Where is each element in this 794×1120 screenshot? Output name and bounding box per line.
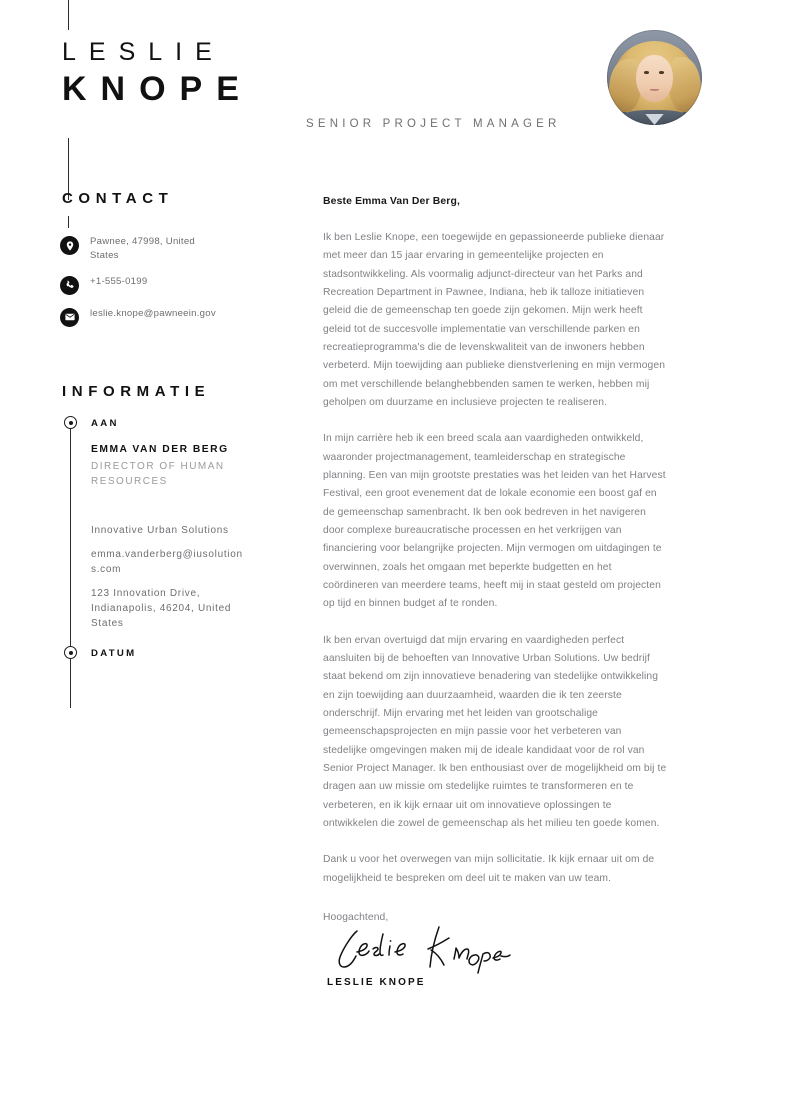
date-label: DATUM <box>91 648 137 659</box>
contact-item-email <box>60 307 285 327</box>
signature-block <box>323 925 667 987</box>
contact-item-phone <box>60 275 285 295</box>
letter-body <box>323 196 667 987</box>
letter-paragraph: Dank u voor het overwegen van mijn sollicitatie. Ik kijk ernaar uit om de mogelijkheid te bespreken om deel uit te maken van uw team. <box>323 854 655 884</box>
letter-paragraph: In mijn carrière heb ik een breed scala aan vaardigheden ontwikkeld, waaronder projectmanagement, teamleiderschap en strategische planning. Een van mijn grootste prestaties was het leiden van het Harvest Festival, een groot evenement dat de lokale economie een boost gaf en de gemeenschap samenbracht. Ik ben ook bedreven in het navigeren door complexe bureaucratische processen en het verkrijgen van financiering voor belangrijke projecten. Mijn vermogen om uitdagingen te overwinnen, zoals het omgaan met beperkte budgetten en het coördineren van meerdere teams, heeft mij in staat gesteld om projecten op tijd en binnen budget af te ronden. <box>323 433 666 610</box>
location-pin-icon <box>60 236 79 255</box>
information-heading: INFORMATIE <box>62 383 211 400</box>
contact-email-value: leslie.knope@pawneein.gov <box>90 307 216 319</box>
recipient-email: emma.vanderberg@iusolutions.com <box>91 549 243 575</box>
recipient-name: EMMA VAN DER BERG <box>91 444 229 455</box>
letter-paragraph: Ik ben ervan overtuigd dat mijn ervaring en vaardigheden perfect aansluiten bij de behoeften van Innovative Urban Solutions. Uw bedrijf staat bekend om zijn innovatieve benadering van stedelijke ontwikkeling en zijn toewijding aan duurzaamheid, waarden die ik ten zeerste onderschrijf. Mijn ervaring met het leiden van grootschalige gemeenschapsprojecten en mijn passie voor het verbeteren van stedelijke omgevingen maken mij de ideale kandidaat voor de rol van Senior Project Manager. Ik ben enthousiast over de mogelijkheid om bij te dragen aan uw missie om stedelijke ruimtes te transformeren en te verbeteren, en ik kijk ernaar uit om innovatieve oplossingen te ontwikkelen die zowel de gemeenschap als het milieu ten goede komen. <box>323 634 667 829</box>
recipient-address: 123 Innovation Drive, Indianapolis, 46204, United States <box>91 588 232 629</box>
contact-list <box>60 235 285 339</box>
avatar <box>607 30 702 125</box>
avatar-ring <box>607 30 702 125</box>
document-header <box>0 0 794 160</box>
signature-printed-name: LESLIE KNOPE <box>327 976 426 988</box>
recipient-company: Innovative Urban Solutions <box>91 525 229 536</box>
signature-script-icon <box>327 925 517 981</box>
phone-icon <box>60 276 79 295</box>
envelope-icon <box>60 308 79 327</box>
contact-heading: CONTACT <box>62 190 174 207</box>
contact-address-value: Pawnee, 47998, United States <box>90 236 195 261</box>
information-timeline <box>70 418 71 708</box>
job-title: SENIOR PROJECT MANAGER <box>306 118 561 130</box>
to-label: AAN <box>91 418 119 429</box>
recipient-block <box>91 442 261 489</box>
timeline-marker-date <box>64 646 77 659</box>
closing-salutation: Hoogachtend, <box>323 911 389 923</box>
letter-paragraph: Ik ben Leslie Knope, een toegewijde en gepassioneerde publieke dienaar met meer dan 15 jaar ervaring in gemeentelijke projecten en stadsontwikkeling. Als voormalig adjunct-directeur van het Parks and Recreation Department in Pawnee, Indiana, heb ik talloze initiatieven geleid die de gemeenschap ten goede zijn gekomen. Mijn werk heeft geleid tot de succesvolle implementatie van verschillende parken en recreatieprogramma's die de levenskwaliteit van de inwoners hebben verbeterd. Mijn toewijding aan publieke dienstverlening en mijn vermogen om met verschillende belanghebbenden samen te werken, hebben mij geholpen om duurzame en inclusieve projecten te realiseren. <box>323 232 666 408</box>
recipient-company-block <box>91 523 243 631</box>
contact-phone-value: +1-555-0199 <box>90 275 148 287</box>
decorative-rule-under-contact <box>68 216 69 228</box>
recipient-title: DIRECTOR OF HUMAN RESOURCES <box>91 461 225 488</box>
contact-item-address <box>60 235 285 263</box>
last-name: KNOPE <box>62 70 253 108</box>
first-name: LESLIE <box>62 38 225 66</box>
timeline-marker-to <box>64 416 77 429</box>
salutation: Beste Emma Van Der Berg, <box>323 196 461 207</box>
